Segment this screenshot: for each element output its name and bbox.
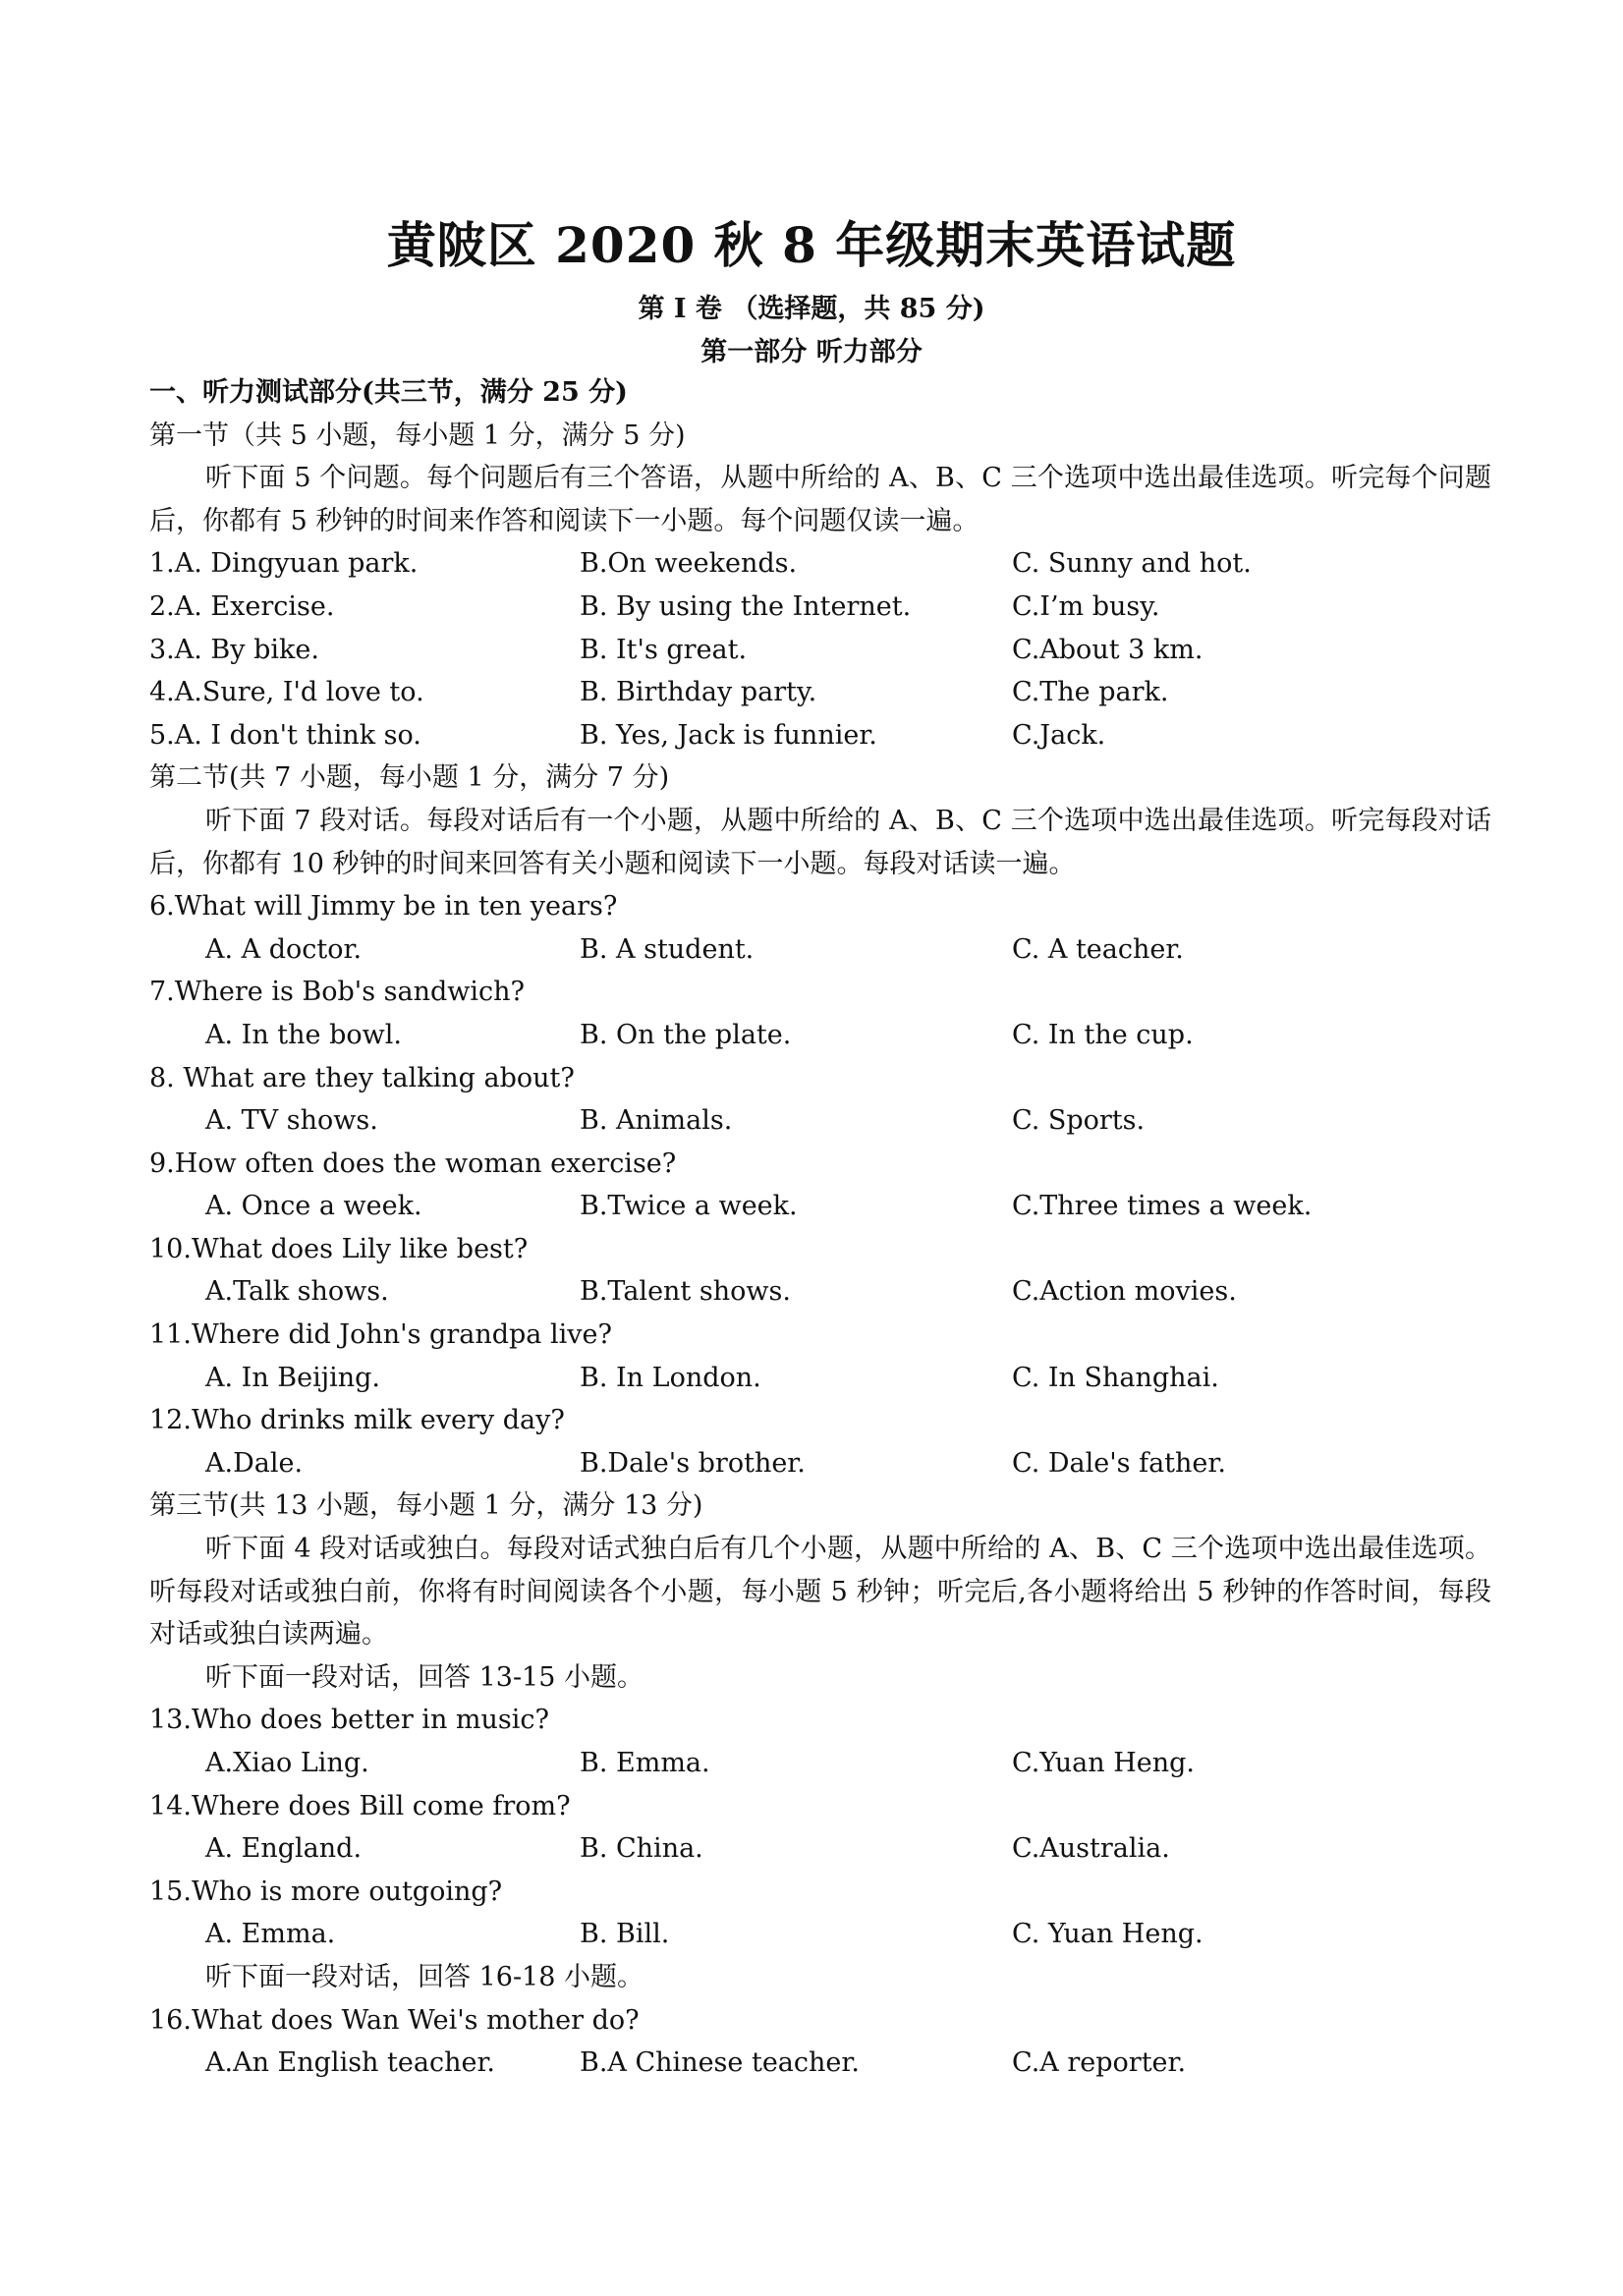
question-7: 7.Where is Bob's sandwich? — [149, 977, 526, 1008]
option-c: C.About 3 km. — [1012, 634, 1203, 665]
option-c: C.A reporter. — [1012, 2047, 1187, 2079]
option-c: C. Yuan Heng. — [1012, 1919, 1203, 1950]
option-a: 3.A. By bike. — [149, 634, 319, 665]
options-12 — [149, 1442, 1491, 1485]
option-b: B. It's great. — [580, 634, 748, 665]
option-b: B. On the plate. — [580, 1019, 792, 1050]
option-a: A. In the bowl. — [205, 1019, 402, 1050]
options-11 — [149, 1357, 1491, 1400]
option-c: C.Three times a week. — [1012, 1191, 1313, 1222]
question-13: 13.Who does better in music? — [149, 1705, 549, 1736]
question-row-2 — [149, 586, 1491, 629]
s1-instructions: 听下面 5 个问题。每个问题后有三个答语，从题中所给的 A、B、C 三个选项中选出最佳选项。听完每个问题后，你都有 5 秒钟的时间来作答和阅读下一小题。每个问题仅读一遍。 — [149, 463, 1491, 536]
option-b: B.A Chinese teacher. — [580, 2047, 860, 2079]
option-a: 4.A.Sure, I'd love to. — [149, 677, 424, 708]
option-c: C.Jack. — [1012, 719, 1106, 751]
dialog2-intro: 听下面一段对话，回答 16-18 小题。 — [205, 1961, 644, 1992]
option-c: C.The park. — [1012, 677, 1169, 708]
question-11: 11.Where did John's grandpa live? — [149, 1319, 612, 1351]
s3-heading: 第三节(共 13 小题，每小题 1 分，满分 13 分) — [149, 1490, 703, 1522]
option-b: B. In London. — [580, 1362, 761, 1393]
options-8 — [149, 1099, 1491, 1143]
question-10: 10.What does Lily like best? — [149, 1233, 529, 1264]
s2-heading: 第二节(共 7 小题，每小题 1 分，满分 7 分) — [149, 762, 670, 794]
part-heading: 第一部分 听力部分 — [700, 337, 923, 367]
option-a: 2.A. Exercise. — [149, 590, 335, 622]
option-a: A. In Beijing. — [205, 1362, 381, 1393]
question-row-1 — [149, 542, 1491, 586]
question-row-4 — [149, 671, 1491, 714]
option-c: C. A teacher. — [1012, 933, 1184, 965]
options-13 — [149, 1742, 1491, 1785]
s1-heading: 第一节（共 5 小题，每小题 1 分，满分 5 分) — [149, 420, 686, 451]
options-16 — [149, 2042, 1491, 2085]
option-c: C. In the cup. — [1012, 1019, 1194, 1050]
option-b: B.Talent shows. — [580, 1276, 791, 1308]
option-b: B. Animals. — [580, 1105, 733, 1137]
option-a: A. Once a week. — [205, 1191, 422, 1222]
option-c: C. In Shanghai. — [1012, 1362, 1219, 1393]
option-a: A.Dale. — [205, 1447, 304, 1479]
option-a: A.Xiao Ling. — [205, 1748, 369, 1778]
option-a: A. TV shows. — [205, 1105, 378, 1137]
option-c: C.I’m busy. — [1012, 590, 1160, 622]
option-b: B. Bill. — [580, 1919, 670, 1950]
s3-instructions: 听下面 4 段对话或独白。每段对话式独白后有几个小题，从题中所给的 A、B、C 三个选项中选出最佳选项。听每段对话或独白前，你将有时间阅读各个小题，每小题 5 秒钟；听完后,各小题将给出 5 秒钟的作答时间，每段对话或独白读两遍。 — [149, 1534, 1491, 1651]
option-b: B.Twice a week. — [580, 1191, 798, 1222]
options-15 — [149, 1913, 1491, 1956]
options-14 — [149, 1827, 1491, 1871]
question-14: 14.Where does Bill come from? — [149, 1790, 571, 1821]
option-b: B. By using the Internet. — [580, 590, 912, 622]
option-a: A. England. — [205, 1833, 363, 1865]
option-c: C.Australia. — [1012, 1833, 1170, 1865]
option-a: A.Talk shows. — [205, 1276, 389, 1308]
option-b: B. Emma. — [580, 1748, 710, 1778]
option-c: C.Action movies. — [1012, 1276, 1237, 1308]
option-c: C. Sunny and hot. — [1012, 548, 1252, 580]
option-b: B.Dale's brother. — [580, 1447, 806, 1479]
option-c: C. Sports. — [1012, 1105, 1146, 1137]
question-16: 16.What does Wan Wei's mother do? — [149, 2004, 640, 2036]
question-row-5 — [149, 714, 1491, 757]
option-c: C. Dale's father. — [1012, 1447, 1226, 1479]
options-7 — [149, 1014, 1491, 1057]
exam-body — [149, 371, 1491, 2085]
volume-heading: 第 I 卷 （选择题，共 85 分) — [638, 294, 985, 324]
option-b: B. Birthday party. — [580, 677, 817, 708]
question-15: 15.Who is more outgoing? — [149, 1876, 503, 1907]
option-a: A.An English teacher. — [205, 2047, 495, 2079]
s2-instructions: 听下面 7 段对话。每段对话后有一个小题，从题中所给的 A、B、C 三个选项中选出最佳选项。听完每段对话后，你都有 10 秒钟的时间来回答有关小题和阅读下一小题。每段对话读一遍。 — [149, 805, 1491, 879]
option-a: 1.A. Dingyuan park. — [149, 548, 419, 580]
option-a: A. A doctor. — [205, 933, 363, 965]
option-b: B. China. — [580, 1833, 703, 1865]
options-6 — [149, 928, 1491, 972]
option-b: B. Yes, Jack is funnier. — [580, 719, 877, 751]
section-heading: 一、听力测试部分(共三节，满分 25 分) — [149, 377, 628, 408]
option-b: B.On weekends. — [580, 548, 798, 580]
question-8: 8. What are they talking about? — [149, 1062, 575, 1093]
question-row-3 — [149, 629, 1491, 672]
dialog1-intro: 听下面一段对话，回答 13-15 小题。 — [205, 1661, 644, 1693]
options-9 — [149, 1185, 1491, 1228]
question-12: 12.Who drinks milk every day? — [149, 1405, 565, 1436]
exam-title: 黄陂区 2020 秋 8 年级期末英语试题 — [386, 216, 1237, 274]
option-a: 5.A. I don't think so. — [149, 719, 421, 751]
question-6: 6.What will Jimmy be in ten years? — [149, 891, 618, 923]
option-a: A. Emma. — [205, 1919, 336, 1950]
question-9: 9.How often does the woman exercise? — [149, 1148, 677, 1179]
option-c: C.Yuan Heng. — [1012, 1748, 1195, 1778]
options-10 — [149, 1270, 1491, 1314]
option-b: B. A student. — [580, 933, 755, 965]
